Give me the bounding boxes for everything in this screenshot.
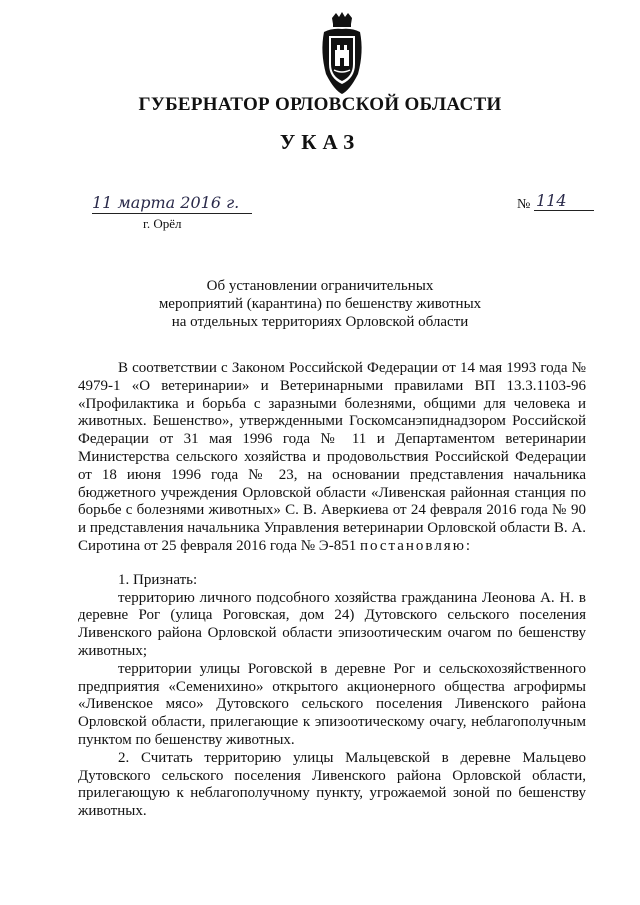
postanovlyayu-word: постановляю: — [359, 537, 473, 554]
subject-line: мероприятий (карантина) по бешенству животных — [158, 296, 482, 312]
decree-number-handwritten: 114 — [536, 191, 567, 210]
decree-body — [78, 360, 586, 821]
preamble-paragraph — [78, 360, 586, 556]
governor-title: ГУБЕРНАТОР ОРЛОВСКОЙ ОБЛАСТИ — [138, 94, 502, 115]
date-underline — [92, 213, 252, 214]
decree-city: г. Орёл — [143, 216, 182, 231]
number-underline — [534, 210, 594, 211]
decree-number-label: № — [517, 197, 531, 212]
coat-of-arms-icon — [318, 12, 366, 96]
subject-line: Об установлении ограничительных — [206, 278, 434, 294]
decree-subject — [150, 277, 490, 331]
subject-line: на отдельных территориях Орловской области — [171, 314, 469, 330]
preamble-text: В соответствии с Законом Российской Федерации от 14 мая 1993 года № 4979-1 «О ветеринарии» и Ветеринарными правилами ВП 13.3.1103-96 «Профилактика и борьба с заразными болезнями, общими для человека и животных. Бешенство», утвержденными Госкомсанэпиднадзором Российской Федерации от 31 мая 1996 года № 11 и Департаментом ветеринарии Министерства сельского хозяйства и продовольствия Российской Федерации от 18 июня 1996 года № 23, на основании представления начальника бюджетного учреждения Орловской области «Ливенская районная станция по борьбе с болезнями животных» С. В. Аверкиева от 24 февраля 2016 года № 90 и представления начальника Управления ветеринарии Орловской области В. А. Сиротина от 25 февраля 2016 года № Э-851 — [78, 360, 586, 554]
item-1-title: 1. Признать: — [118, 571, 198, 588]
item-1-paragraph-b: территории улицы Роговской в деревне Рог и сельскохозяйственного предприятия «Семенихино» открытого акционерного общества агрофирмы «Ливенское мясо» Дутовского сельского поселения Ливенского района Орловской области, прилегающие к эпизоотическому очагу, неблагополучным пунктом по бешенству животных. — [78, 660, 586, 748]
decree-date-handwritten: 11 марта 2016 г. — [92, 193, 240, 212]
item-2-paragraph: 2. Считать территорию улицы Мальцевской в деревне Мальцево Дутовского сельского поселения Ливенского района Орловской области, прилегающую к неблагополучному пункту, угрожаемой зоной по бешенству животных. — [78, 749, 586, 820]
decree-title: УКАЗ — [279, 130, 361, 154]
item-1-paragraph-a: территорию личного подсобного хозяйства гражданина Леонова А. Н. в деревне Рог (улица Роговская, дом 24) Дутовского сельского поселения Ливенского района Орловской области эпизоотическим очагом по бешенству животных; — [78, 589, 586, 659]
